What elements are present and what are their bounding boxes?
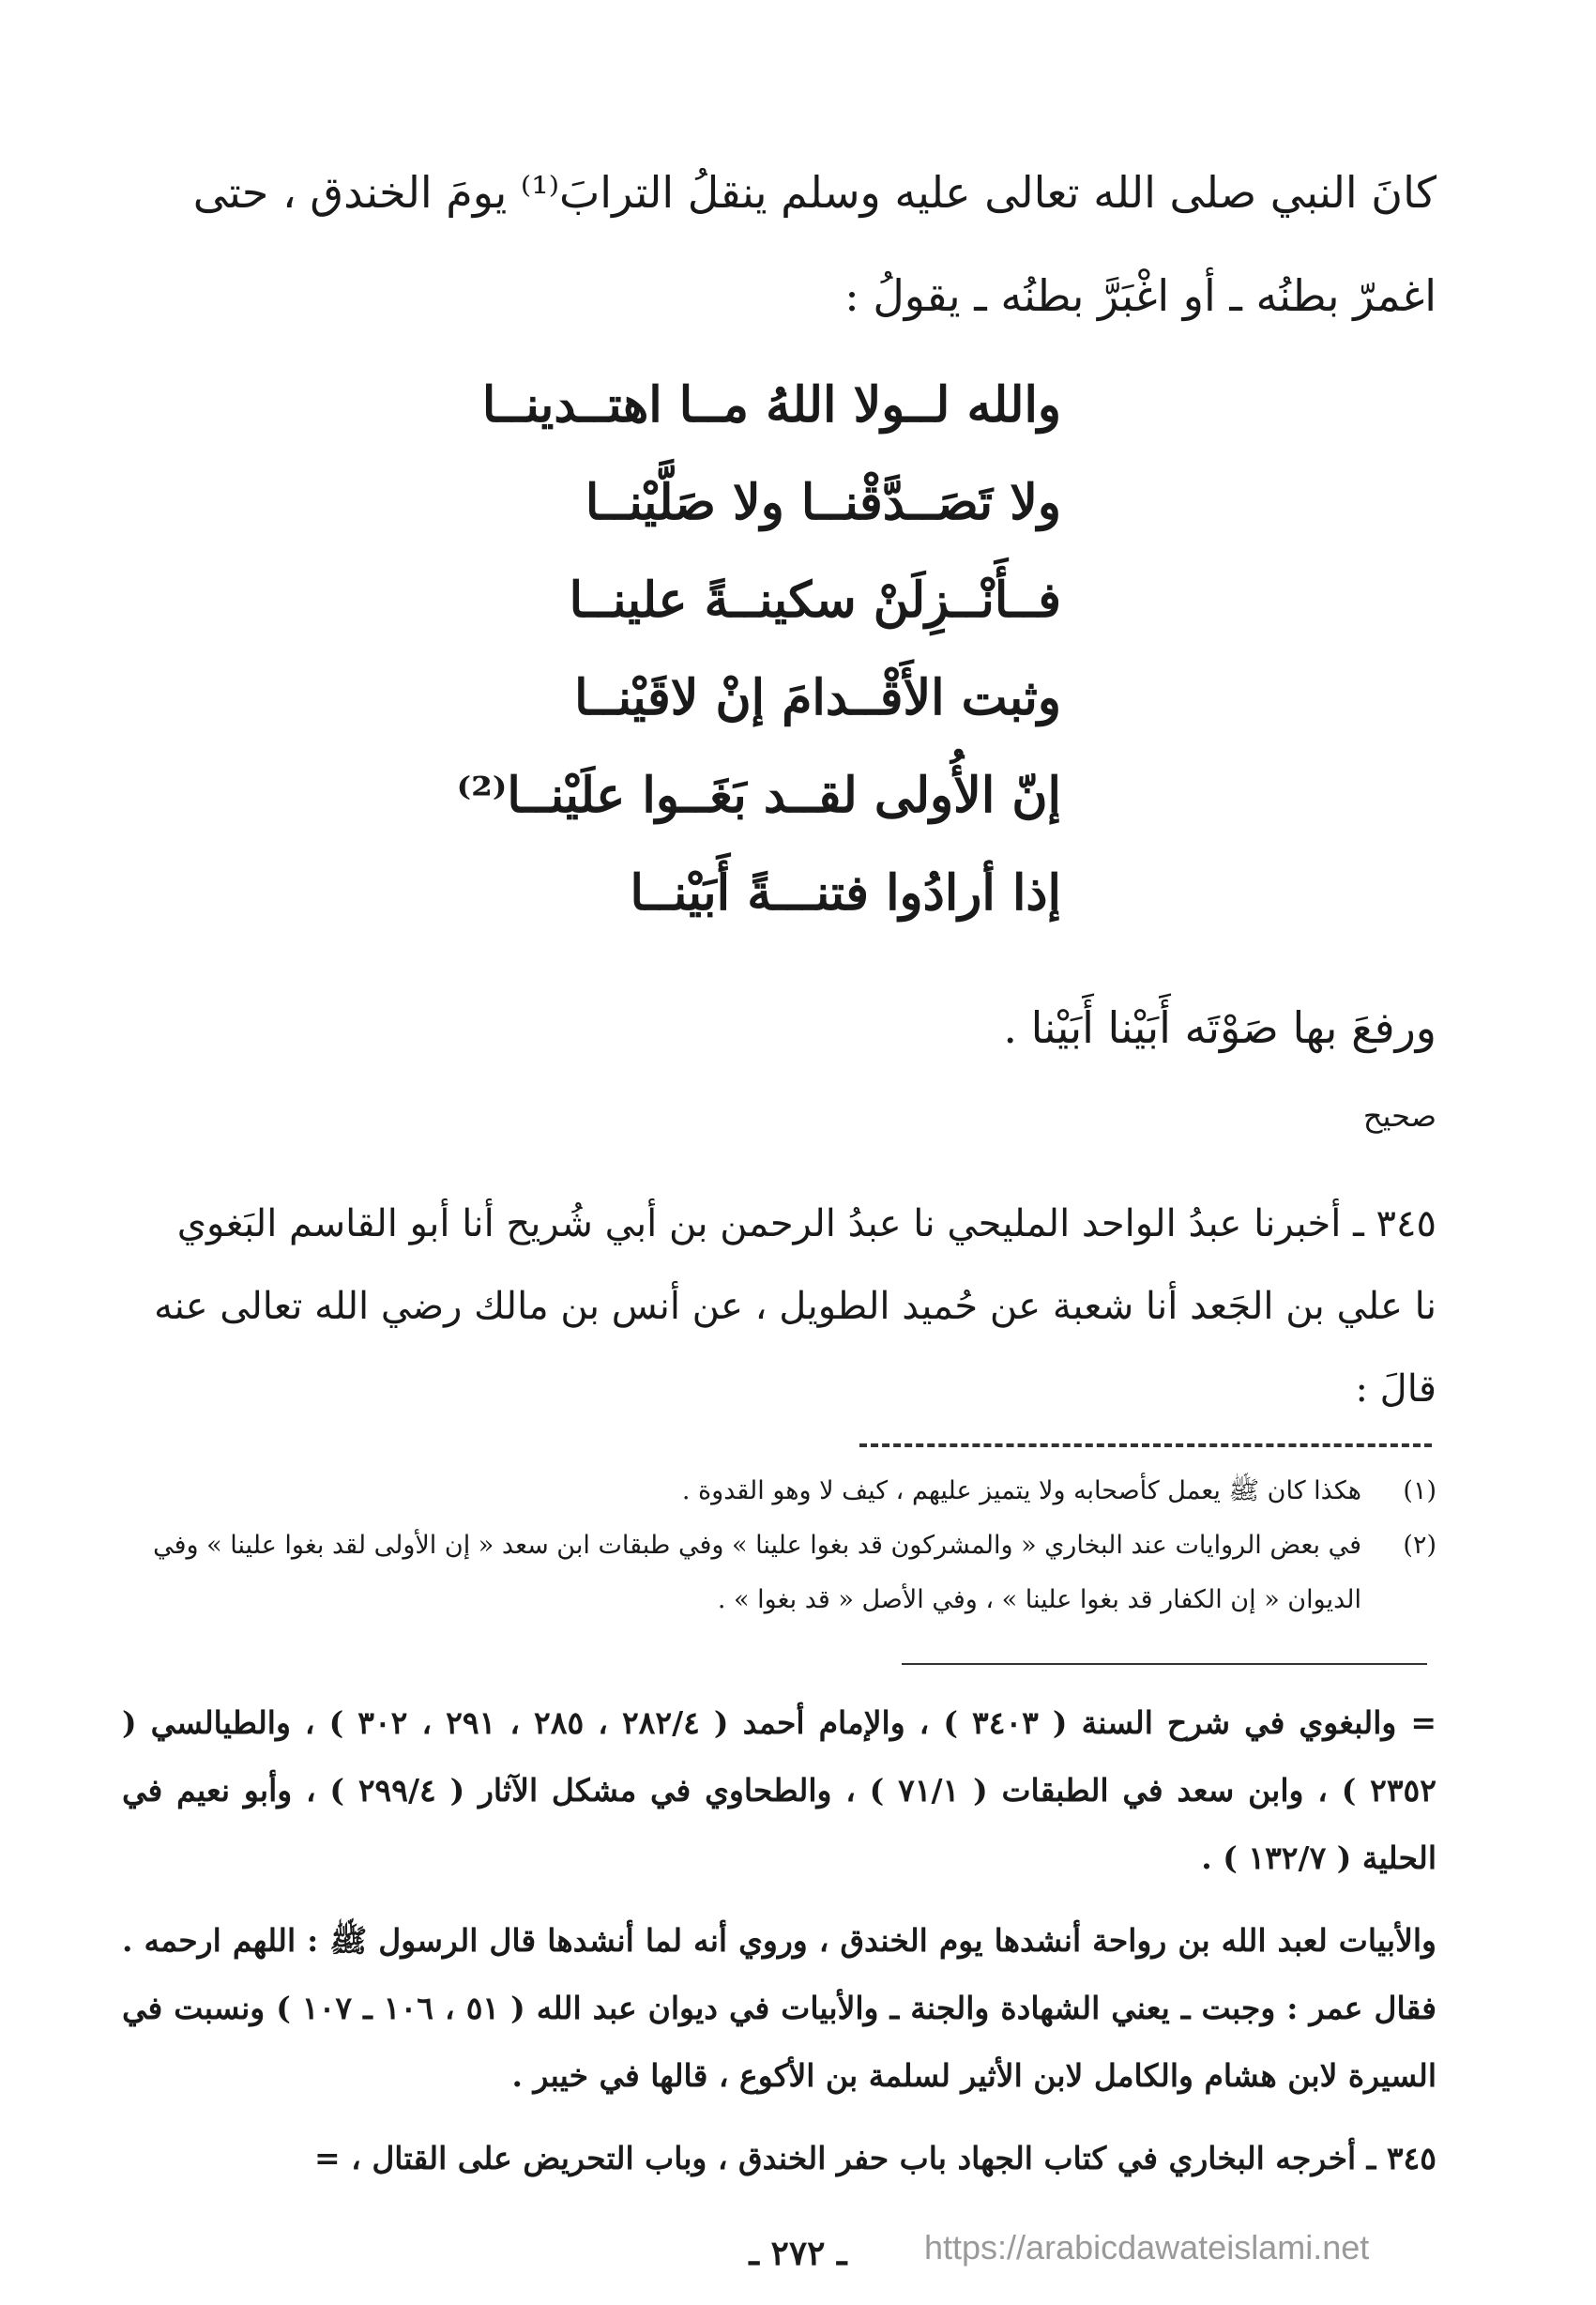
watermark-url: https://arabicdawateislami.net <box>924 2228 1370 2267</box>
footnotes <box>122 1464 1436 1627</box>
page-number: ـ ٢٧٢ ـ <box>749 2234 847 2273</box>
poem-verses <box>456 357 1061 942</box>
footnote-text: هكذا كان ﷺ يعمل كأصحابه ولا يتميز عليهم ، كيف لا وهو القدوة . <box>681 1476 1361 1505</box>
hadith-line: نا علي بن الجَعد أنا شعبة عن حُميد الطويل ، عن أنس بن مالك رضي الله تعالى عنه <box>154 1285 1436 1328</box>
takhrij-separator <box>902 1663 1427 1665</box>
takhrij-notes <box>122 1689 1436 2207</box>
footnote <box>122 1464 1436 1519</box>
hadith-line: ٣٤٥ ـ أخبرنا عبدُ الواحد المليحي نا عبدُ الرحمن بن أبي شُريح أنا أبو القاسم البَغوي <box>176 1202 1436 1245</box>
footnote-separator <box>859 1443 1432 1447</box>
footnote-number: (٢) <box>1403 1531 1436 1560</box>
main-line: كانَ النبي صلى الله تعالى عليه وسلم ينقلُ الترابَ⁽¹⁾ يومَ الخندق ، حتى <box>192 167 1436 218</box>
hadith-text <box>122 1183 1436 1430</box>
main-line: اغمرّ بطنُه ـ أو اغْبَرَّ بطنُه ـ يقولُ : <box>844 270 1436 321</box>
hadith-grade: صحيح <box>1362 1098 1436 1134</box>
poem-verse: فــأَنْــزِلَنْ سكينــةً علينــا <box>569 572 1061 629</box>
poem-verse: وثبت الأَقْــدامَ إنْ لاقَيْنــا <box>574 669 1061 726</box>
takhrij-paragraph: والأبيات لعبد الله بن رواحة أنشدها يوم الخندق ، وروي أنه لما أنشدها قال الرسول ﷺ : اللهم ارحمه . فقال عمر : وجبت ـ يعني الشهادة والجنة ـ والأبيات في ديوان عبد الله ( ٥١ ، ١٠٦ ـ ١٠٧ ) ونسبت في السيرة لابن هشام والكامل لابن الأثير لسلمة بن الأكوع ، قالها في خيبر . <box>122 1922 1436 2094</box>
takhrij-paragraph: = والبغوي في شرح السنة ( ٣٤٠٣ ) ، والإمام أحمد ( ٢٨٢/٤ ، ٢٨٥ ، ٢٩١ ، ٣٠٢ ) ، والطيالسي ( ٢٣٥٢ ) ، وابن سعد في الطبقات ( ٧١/١ ) ، والطحاوي في مشكل الآثار ( ٢٩٩/٤ ) ، وأبو نعيم في الحلية ( ١٣٢/٧ ) . <box>122 1704 1436 1876</box>
poem-verse: إذا أرادُوا فتنـــةً أَبَيْنــا <box>630 864 1061 922</box>
main-paragraph <box>122 141 1436 347</box>
poem-verse: ولا تَصَــدَّقْنــا ولا صَلَّيْنــا <box>585 474 1061 531</box>
footnote-number: (١) <box>1403 1476 1436 1505</box>
footnote-text: في بعض الروايات عند البخاري « والمشركون قد بغوا علينا » وفي طبقات ابن سعد « إن الأولى لقد بغوا علينا » وفي الديوان « إن الكفار قد بغوا علينا » ، وفي الأصل « قد بغوا » . <box>153 1531 1361 1614</box>
footnote <box>122 1519 1436 1627</box>
poem-verse: إنّ الأُولى لقــد بَغَــوا علَيْنــا⁽²⁾ <box>456 767 1061 824</box>
poem-closing: ورفعَ بها صَوْتَه أَبَيْنا أَبَيْنا . <box>1003 1002 1436 1053</box>
hadith-line: قالَ : <box>1355 1367 1436 1411</box>
takhrij-paragraph: ٣٤٥ ـ أخرجه البخاري في كتاب الجهاد باب حفر الخندق ، وباب التحريض على القتال ، = <box>314 2140 1436 2176</box>
poem-verse: والله لــولا اللهُ مــا اهتــدينــا <box>481 376 1061 434</box>
